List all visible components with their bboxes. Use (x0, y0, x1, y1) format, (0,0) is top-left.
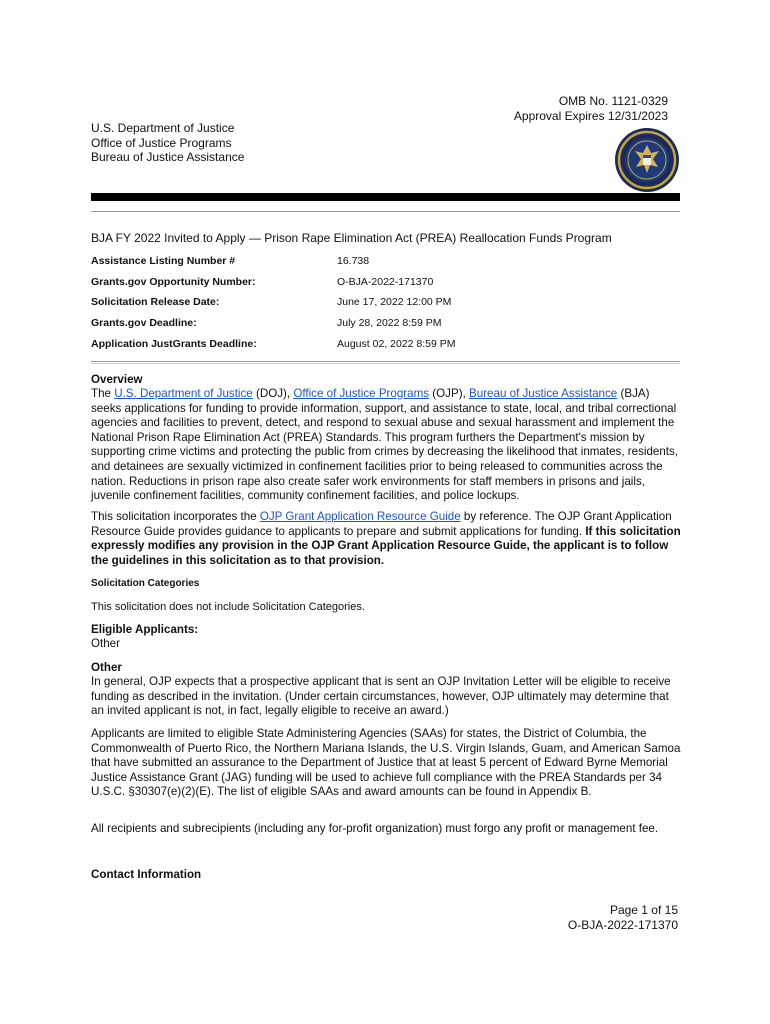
detail-value: August 02, 2022 8:59 PM (337, 338, 456, 350)
approval-expires: Approval Expires 12/31/2023 (513, 108, 668, 123)
detail-label: Grants.gov Opportunity Number: (91, 276, 256, 288)
detail-value: O-BJA-2022-171370 (337, 276, 434, 288)
detail-label: Solicitation Release Date: (91, 296, 220, 308)
detail-label: Assistance Listing Number # (91, 255, 236, 267)
doj-link[interactable]: U.S. Department of Justice (114, 387, 253, 400)
contact-heading: Contact Information (91, 868, 202, 881)
program-title: BJA FY 2022 Invited to Apply — Prison Rape Elimination Act (PREA) Reallocation Funds Program (91, 231, 612, 245)
detail-label: Grants.gov Deadline: (91, 317, 197, 329)
overview-heading: Overview (91, 373, 143, 386)
footer-opportunity-id: O-BJA-2022-171370 (567, 917, 678, 932)
resource-guide-link[interactable]: OJP Grant Application Resource Guide (259, 510, 461, 523)
section-rule-shadow (91, 363, 680, 364)
other-heading: Other (91, 661, 122, 674)
bja-link[interactable]: Bureau of Justice Assistance (469, 387, 618, 400)
omb-block (514, 94, 668, 123)
omb-number: OMB No. 1121-0329 (558, 94, 668, 108)
detail-value: 16.738 (337, 255, 370, 267)
detail-value: June 17, 2022 12:00 PM (337, 296, 452, 308)
section-rule (91, 361, 680, 362)
other-paragraph-3: All recipients and subrecipients (including any for-profit organization) must forgo any profit or management fee. (91, 822, 659, 835)
overview-paragraph-1: The U.S. Department of Justice (DOJ), Office of Justice Programs (OJP), Bureau of Justice Assistance (BJA) seeks applications for funding to provide information, support, and assistance to state, local, and tribal correctional agencies and facilities to prevent, detect, and respond to sexual abuse and sexual harassment and implement the National Prison Rape Elimination Act (PREA) Standards. This program furthers the Department's mission by supporting crime victims and protecting the public from crimes by decreasing the likelihood that inmates, residents, and detainees are sexually victimized in confinement facilities prior to being released to communities across the nation. Reductions in prison rape also create safer work environments for staff members in prisons and jails, juvenile confinement facilities, community confinement facilities, and police lockups. (91, 387, 679, 503)
page-footer (568, 903, 678, 932)
header-thick-rule (91, 193, 680, 201)
detail-value: July 28, 2022 8:59 PM (337, 317, 442, 329)
agency-line-1: U.S. Department of Justice (91, 121, 235, 135)
modification-notice: If this solicitation expressly modifies any provision in the OJP Grant Application Resource Guide, the applicant is to follow the guidelines in this solicitation as to that provision. (91, 524, 681, 567)
ojp-link[interactable]: Office of Justice Programs (293, 387, 430, 400)
detail-label: Application JustGrants Deadline: (91, 338, 257, 350)
other-paragraph-1: In general, OJP expects that a prospective applicant that is sent an OJP Invitation Letter will be eligible to receive funding as described in the invitation. (Under certain circumstances, however, OJP ultimately may determine that an invited applicant is not, in fact, legally eligible to receive an award.) (91, 675, 671, 718)
other-paragraph-2: Applicants are limited to eligible State Administering Agencies (SAAs) for states, the District of Columbia, the Commonwealth of Puerto Rico, the Northern Mariana Islands, the U.S. Virgin Islands, Guam, and American Samoa that have submitted an assurance to the Department of Justice that at least 5 percent of Edward Byrne Memorial Justice Assistance Grant (JAG) funding will be used to achieve full compliance with the PREA Standards per 34 U.S.C. §30307(e)(2)(E). The list of eligible SAAs and award amounts can be found in Appendix B. (91, 727, 681, 799)
agency-line-2: Office of Justice Programs (91, 135, 232, 150)
eligible-value: Other (91, 637, 120, 650)
page-number: Page 1 of 15 (609, 903, 678, 917)
agency-block (91, 121, 244, 165)
agency-line-3: Bureau of Justice Assistance (91, 150, 245, 165)
categories-heading: Solicitation Categories (91, 578, 200, 589)
overview-paragraph-2: This solicitation incorporates the OJP Grant Application Resource Guide by reference. The OJP Grant Application Resource Guide provides guidance to applicants to prepare and submit applications for funding. If this solicitation expressly modifies any provision in the OJP Grant Application Resource Guide, the applicant is to follow the guidelines in this solicitation as to that provision. (91, 510, 681, 567)
categories-text: This solicitation does not include Solicitation Categories. (91, 601, 365, 613)
doj-seal-icon (614, 127, 680, 193)
header-thin-rule (91, 211, 680, 212)
eligible-heading: Eligible Applicants: (91, 623, 199, 636)
